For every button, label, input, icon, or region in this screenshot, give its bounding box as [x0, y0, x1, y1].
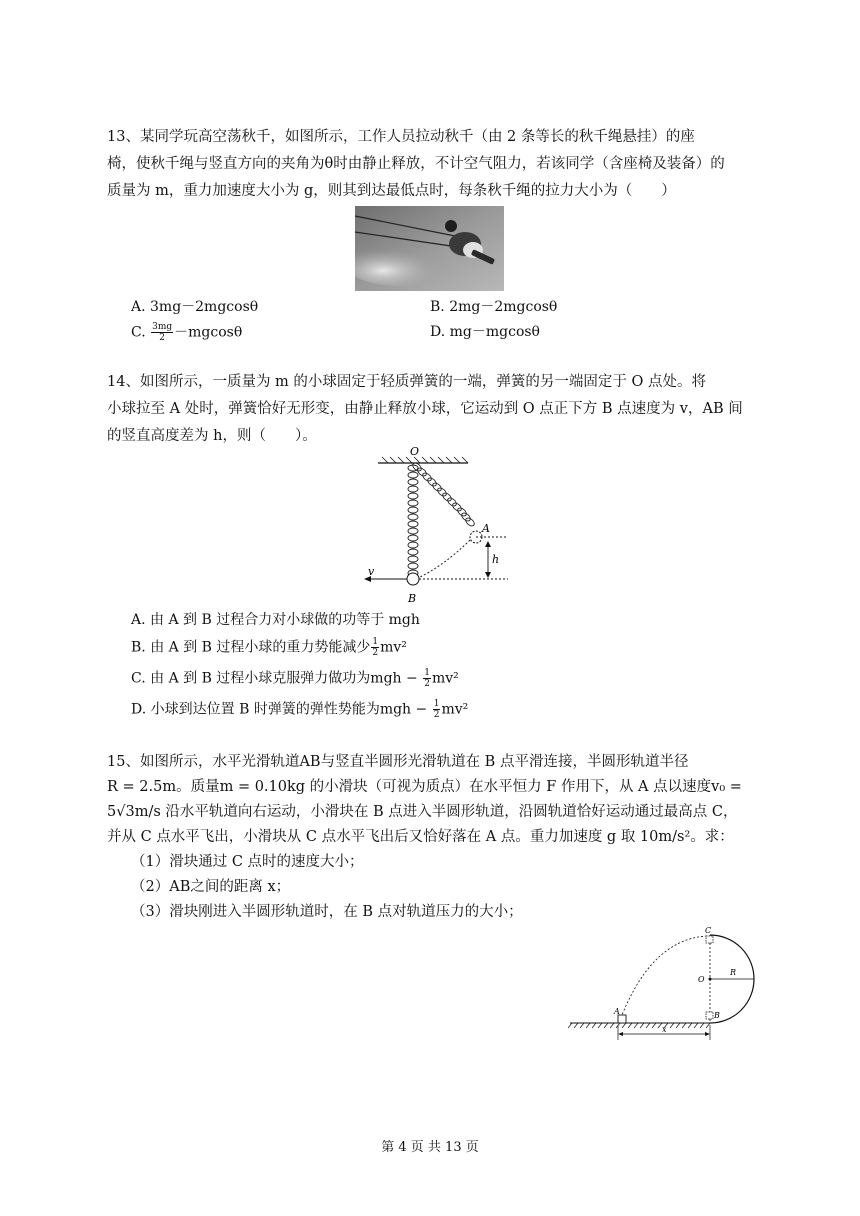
q14-option-d-numerator: 1 — [433, 699, 440, 709]
q14-option-c — [131, 668, 459, 689]
q14-option-b-denominator: 2 — [372, 648, 379, 658]
q13-option-c-numerator: 3mg — [152, 322, 173, 332]
label-v: v — [368, 565, 375, 578]
q14-option-d-suffix: mv² — [441, 701, 469, 718]
label-c: C — [705, 926, 712, 935]
q14-option-d-prefix: D. 小球到达位置 B 时弹簧的弹性势能为mgh − — [131, 701, 428, 718]
q15-subquestion-2: （2）AB之间的距离 x； — [131, 879, 291, 895]
q13-option-c — [131, 322, 242, 343]
q13-line-3: 质量为 m，重力加速度大小为 g，则其到达最低点时，每条秋千绳的拉力大小为（ ） — [107, 183, 676, 199]
q13-option-a: A. 3mg－2mgcosθ — [131, 299, 259, 315]
q13-option-c-prefix: C. — [131, 324, 146, 341]
q14-option-b — [131, 637, 407, 658]
q14-line-1: 14、如图所示，一质量为 m 的小球固定于轻质弹簧的一端，弹簧的另一端固定于 O 点处。将 — [107, 374, 707, 390]
q15-line-1: 15、如图所示，水平光滑轨道AB与竖直半圆形光滑轨道在 B 点平滑连接，半圆形轨道半径 — [107, 754, 689, 770]
q13-line-2: 椅，使秋千绳与竖直方向的夹角为θ时由静止释放，不计空气阻力，若该同学（含座椅及装备）的 — [107, 156, 725, 172]
q14-option-d-denominator: 2 — [433, 710, 440, 720]
q14-option-c-prefix: C. 由 A 到 B 过程小球克服弹力做功为mgh − — [131, 670, 418, 687]
q13-option-b: B. 2mg－2mgcosθ — [430, 299, 558, 315]
q15-subquestion-1: （1）滑块通过 C 点时的速度大小； — [131, 854, 364, 870]
q13-option-c-suffix: －mgcosθ — [174, 324, 243, 341]
q14-option-b-fraction — [371, 637, 379, 658]
q13-line-1: 13、某同学玩高空荡秋千，如图所示，工作人员拉动秋千（由 2 条等长的秋千绳悬挂）的座 — [107, 129, 695, 145]
label-a: A — [482, 522, 490, 535]
q14-option-b-prefix: B. 由 A 到 B 过程小球的重力势能减少 — [131, 639, 371, 656]
q15-line-4: 并从 C 点水平飞出，小滑块从 C 点水平飞出后又恰好落在 A 点。重力加速度 g 取 10m/s²。求： — [107, 829, 734, 845]
q14-option-b-suffix: mv² — [380, 639, 407, 656]
q14-option-a: A. 由 A 到 B 过程合力对小球做的功等于 mgh — [131, 612, 420, 628]
label-r: R — [730, 968, 737, 977]
q13-option-c-denominator: 2 — [159, 333, 165, 343]
label-b-point: B — [714, 1011, 720, 1020]
label-h: h — [492, 553, 500, 566]
q14-option-c-suffix: mv² — [431, 670, 459, 687]
q14-option-c-numerator: 1 — [424, 668, 430, 678]
q13-option-c-fraction — [151, 322, 173, 343]
q14-option-b-numerator: 1 — [372, 637, 379, 647]
q15-line-2: R = 2.5m。质量m = 0.10kg 的小滑块（可视为质点）在水平恒力 F 作用下，从 A 点以速度v₀ = — [107, 779, 742, 795]
q14-option-c-denominator: 2 — [424, 679, 430, 689]
label-o-center: O — [698, 975, 705, 984]
q14-option-c-fraction — [423, 668, 431, 689]
q15-line-3: 5√3m/s 沿水平轨道向右运动，小滑块在 B 点进入半圆形轨道，沿圆轨道恰好运动通过最高点 C， — [107, 804, 738, 820]
label-x: x — [662, 1025, 667, 1034]
page-footer: 第 4 页 共 13 页 — [381, 1140, 479, 1155]
swing-photo — [355, 206, 504, 291]
label-a-point: A — [614, 1007, 620, 1016]
spring-figure — [360, 445, 520, 605]
q14-option-d — [131, 699, 468, 720]
label-o: O — [410, 445, 420, 458]
q14-line-2: 小球拉至 A 处时，弹簧恰好无形变，由静止释放小球，它运动到 O 点正下方 B 点速度为 v，AB 间 — [107, 401, 743, 417]
q13-option-d: D. mg－mgcosθ — [430, 324, 540, 340]
label-b: B — [408, 592, 417, 605]
q14-option-d-fraction — [433, 699, 441, 720]
track-figure — [568, 924, 768, 1046]
q14-line-3: 的竖直高度差为 h，则（ ）。 — [107, 428, 317, 444]
q15-subquestion-3: （3）滑块刚进入半圆形轨道时，在 B 点对轨道压力的大小； — [131, 904, 523, 920]
